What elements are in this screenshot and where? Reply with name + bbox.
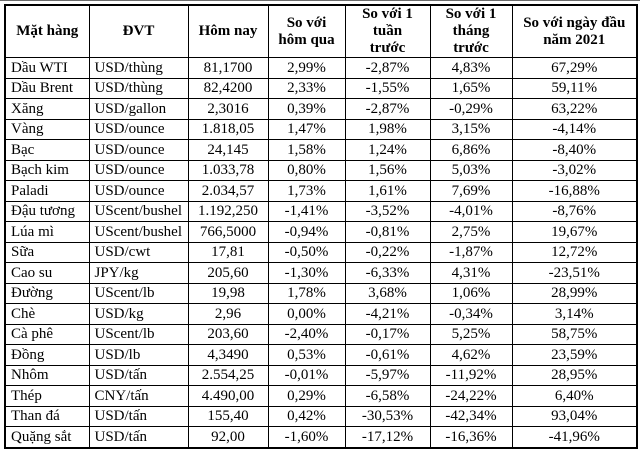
table-row — [5, 242, 637, 263]
today-value-cell: 19,98 — [188, 283, 268, 304]
item-name-cell: Đậu tương — [5, 201, 89, 222]
unit-cell: UScent/bushel — [89, 201, 188, 222]
vs-month-cell: -11,92% — [430, 365, 512, 386]
vs-yesterday-cell: 1,47% — [268, 119, 345, 140]
today-value-cell: 92,00 — [188, 427, 268, 448]
today-value-cell: 1.033,78 — [188, 160, 268, 181]
table-row — [5, 365, 637, 386]
vs-month-cell: -0,34% — [430, 304, 512, 325]
unit-cell: USD/tấn — [89, 406, 188, 427]
item-name-cell: Nhôm — [5, 365, 89, 386]
vs-week-cell: -6,33% — [345, 263, 430, 284]
today-value-cell: 203,60 — [188, 324, 268, 345]
table-row — [5, 386, 637, 407]
unit-cell: USD/cwt — [89, 242, 188, 263]
vs-month-cell: -0,29% — [430, 99, 512, 120]
unit-cell: USD/lb — [89, 345, 188, 366]
unit-cell: USD/gallon — [89, 99, 188, 120]
vs-year-start-cell: -16,88% — [512, 181, 637, 202]
vs-month-cell: -1,87% — [430, 242, 512, 263]
table-row — [5, 160, 637, 181]
table-row — [5, 324, 637, 345]
today-value-cell: 24,145 — [188, 140, 268, 161]
today-value-cell: 2,96 — [188, 304, 268, 325]
vs-week-cell: -6,58% — [345, 386, 430, 407]
today-value-cell: 81,1700 — [188, 58, 268, 79]
vs-month-cell: 2,75% — [430, 222, 512, 243]
item-name-cell: Cao su — [5, 263, 89, 284]
vs-week-cell: -0,17% — [345, 324, 430, 345]
unit-cell: CNY/tấn — [89, 386, 188, 407]
vs-week-cell: 1,98% — [345, 119, 430, 140]
column-header-vs-week: So với 1 tuần trước — [345, 5, 430, 58]
vs-year-start-cell: 67,29% — [512, 58, 637, 79]
vs-yesterday-cell: 0,00% — [268, 304, 345, 325]
vs-week-cell: -0,61% — [345, 345, 430, 366]
item-name-cell: Bạc — [5, 140, 89, 161]
vs-week-cell: -30,53% — [345, 406, 430, 427]
vs-year-start-cell: -23,51% — [512, 263, 637, 284]
vs-yesterday-cell: 0,53% — [268, 345, 345, 366]
item-name-cell: Bạch kim — [5, 160, 89, 181]
unit-cell: USD/thùng — [89, 78, 188, 99]
unit-cell: USD/ounce — [89, 160, 188, 181]
vs-year-start-cell: 59,11% — [512, 78, 637, 99]
today-value-cell: 4,3490 — [188, 345, 268, 366]
table-row — [5, 99, 637, 120]
table-row — [5, 304, 637, 325]
table-row — [5, 283, 637, 304]
unit-cell: USD/ounce — [89, 140, 188, 161]
table-row — [5, 119, 637, 140]
vs-week-cell: 3,68% — [345, 283, 430, 304]
vs-year-start-cell: 12,72% — [512, 242, 637, 263]
vs-year-start-cell: 28,95% — [512, 365, 637, 386]
table-row — [5, 140, 637, 161]
item-name-cell: Dầu WTI — [5, 58, 89, 79]
vs-year-start-cell: 19,67% — [512, 222, 637, 243]
vs-week-cell: -0,81% — [345, 222, 430, 243]
item-name-cell: Dầu Brent — [5, 78, 89, 99]
vs-yesterday-cell: -1,60% — [268, 427, 345, 448]
vs-month-cell: -16,36% — [430, 427, 512, 448]
vs-year-start-cell: 23,59% — [512, 345, 637, 366]
today-value-cell: 766,5000 — [188, 222, 268, 243]
vs-yesterday-cell: 1,78% — [268, 283, 345, 304]
vs-month-cell: 4,31% — [430, 263, 512, 284]
vs-month-cell: 6,86% — [430, 140, 512, 161]
table-row — [5, 58, 637, 79]
column-header-unit: ĐVT — [89, 5, 188, 58]
vs-yesterday-cell: -1,30% — [268, 263, 345, 284]
vs-yesterday-cell: -0,01% — [268, 365, 345, 386]
today-value-cell: 155,40 — [188, 406, 268, 427]
vs-yesterday-cell: 0,39% — [268, 99, 345, 120]
vs-week-cell: -2,87% — [345, 99, 430, 120]
today-value-cell: 2.554,25 — [188, 365, 268, 386]
top-divider — [0, 0, 640, 1]
vs-year-start-cell: -8,40% — [512, 140, 637, 161]
unit-cell: UScent/lb — [89, 283, 188, 304]
vs-month-cell: 7,69% — [430, 181, 512, 202]
item-name-cell: Than đá — [5, 406, 89, 427]
vs-year-start-cell: 63,22% — [512, 99, 637, 120]
today-value-cell: 1.192,250 — [188, 201, 268, 222]
unit-cell: UScent/lb — [89, 324, 188, 345]
item-name-cell: Lúa mì — [5, 222, 89, 243]
vs-week-cell: -0,22% — [345, 242, 430, 263]
vs-week-cell: 1,56% — [345, 160, 430, 181]
vs-year-start-cell: -8,76% — [512, 201, 637, 222]
today-value-cell: 4.490,00 — [188, 386, 268, 407]
vs-week-cell: 1,61% — [345, 181, 430, 202]
unit-cell: USD/ounce — [89, 181, 188, 202]
vs-week-cell: -5,97% — [345, 365, 430, 386]
item-name-cell: Thép — [5, 386, 89, 407]
table-row — [5, 345, 637, 366]
item-name-cell: Vàng — [5, 119, 89, 140]
table-row — [5, 181, 637, 202]
vs-yesterday-cell: -2,40% — [268, 324, 345, 345]
vs-year-start-cell: -3,02% — [512, 160, 637, 181]
item-name-cell: Đồng — [5, 345, 89, 366]
header-row — [5, 5, 637, 58]
vs-year-start-cell: -41,96% — [512, 427, 637, 448]
vs-yesterday-cell: 0,29% — [268, 386, 345, 407]
vs-week-cell: -2,87% — [345, 58, 430, 79]
vs-week-cell: -4,21% — [345, 304, 430, 325]
table-row — [5, 201, 637, 222]
vs-week-cell: -3,52% — [345, 201, 430, 222]
vs-month-cell: 1,65% — [430, 78, 512, 99]
unit-cell: USD/thùng — [89, 58, 188, 79]
unit-cell: UScent/bushel — [89, 222, 188, 243]
vs-year-start-cell: 3,14% — [512, 304, 637, 325]
today-value-cell: 82,4200 — [188, 78, 268, 99]
item-name-cell: Cà phê — [5, 324, 89, 345]
unit-cell: USD/ounce — [89, 119, 188, 140]
item-name-cell: Xăng — [5, 99, 89, 120]
column-header-vs-month: So với 1 tháng trước — [430, 5, 512, 58]
vs-year-start-cell: -4,14% — [512, 119, 637, 140]
vs-yesterday-cell: 1,58% — [268, 140, 345, 161]
vs-month-cell: 4,83% — [430, 58, 512, 79]
vs-month-cell: -42,34% — [430, 406, 512, 427]
vs-yesterday-cell: 2,99% — [268, 58, 345, 79]
commodity-table-body — [5, 58, 637, 448]
vs-month-cell: 1,06% — [430, 283, 512, 304]
commodity-price-table — [4, 4, 638, 449]
today-value-cell: 2.034,57 — [188, 181, 268, 202]
unit-cell: USD/tấn — [89, 427, 188, 448]
vs-month-cell: 3,15% — [430, 119, 512, 140]
today-value-cell: 17,81 — [188, 242, 268, 263]
today-value-cell: 205,60 — [188, 263, 268, 284]
today-value-cell: 1.818,05 — [188, 119, 268, 140]
vs-month-cell: 5,03% — [430, 160, 512, 181]
item-name-cell: Chè — [5, 304, 89, 325]
table-header — [5, 5, 637, 58]
item-name-cell: Paladi — [5, 181, 89, 202]
vs-yesterday-cell: -0,50% — [268, 242, 345, 263]
vs-week-cell: -17,12% — [345, 427, 430, 448]
today-value-cell: 2,3016 — [188, 99, 268, 120]
vs-year-start-cell: 6,40% — [512, 386, 637, 407]
unit-cell: USD/tấn — [89, 365, 188, 386]
vs-yesterday-cell: 1,73% — [268, 181, 345, 202]
vs-year-start-cell: 93,04% — [512, 406, 637, 427]
item-name-cell: Đường — [5, 283, 89, 304]
vs-yesterday-cell: 0,80% — [268, 160, 345, 181]
vs-year-start-cell: 58,75% — [512, 324, 637, 345]
vs-yesterday-cell: 2,33% — [268, 78, 345, 99]
column-header-item: Mặt hàng — [5, 5, 89, 58]
table-row — [5, 78, 637, 99]
vs-yesterday-cell: -0,94% — [268, 222, 345, 243]
item-name-cell: Quặng sắt — [5, 427, 89, 448]
vs-month-cell: 4,62% — [430, 345, 512, 366]
vs-week-cell: 1,24% — [345, 140, 430, 161]
column-header-vs-year-start: So với ngày đầu năm 2021 — [512, 5, 637, 58]
vs-yesterday-cell: -1,41% — [268, 201, 345, 222]
vs-week-cell: -1,55% — [345, 78, 430, 99]
table-row — [5, 406, 637, 427]
vs-yesterday-cell: 0,42% — [268, 406, 345, 427]
column-header-vs-yesterday: So với hôm qua — [268, 5, 345, 58]
unit-cell: USD/kg — [89, 304, 188, 325]
vs-month-cell: -4,01% — [430, 201, 512, 222]
table-row — [5, 427, 637, 448]
table-row — [5, 263, 637, 284]
table-row — [5, 222, 637, 243]
vs-month-cell: 5,25% — [430, 324, 512, 345]
vs-year-start-cell: 28,99% — [512, 283, 637, 304]
item-name-cell: Sữa — [5, 242, 89, 263]
column-header-today: Hôm nay — [188, 5, 268, 58]
vs-month-cell: -24,22% — [430, 386, 512, 407]
unit-cell: JPY/kg — [89, 263, 188, 284]
